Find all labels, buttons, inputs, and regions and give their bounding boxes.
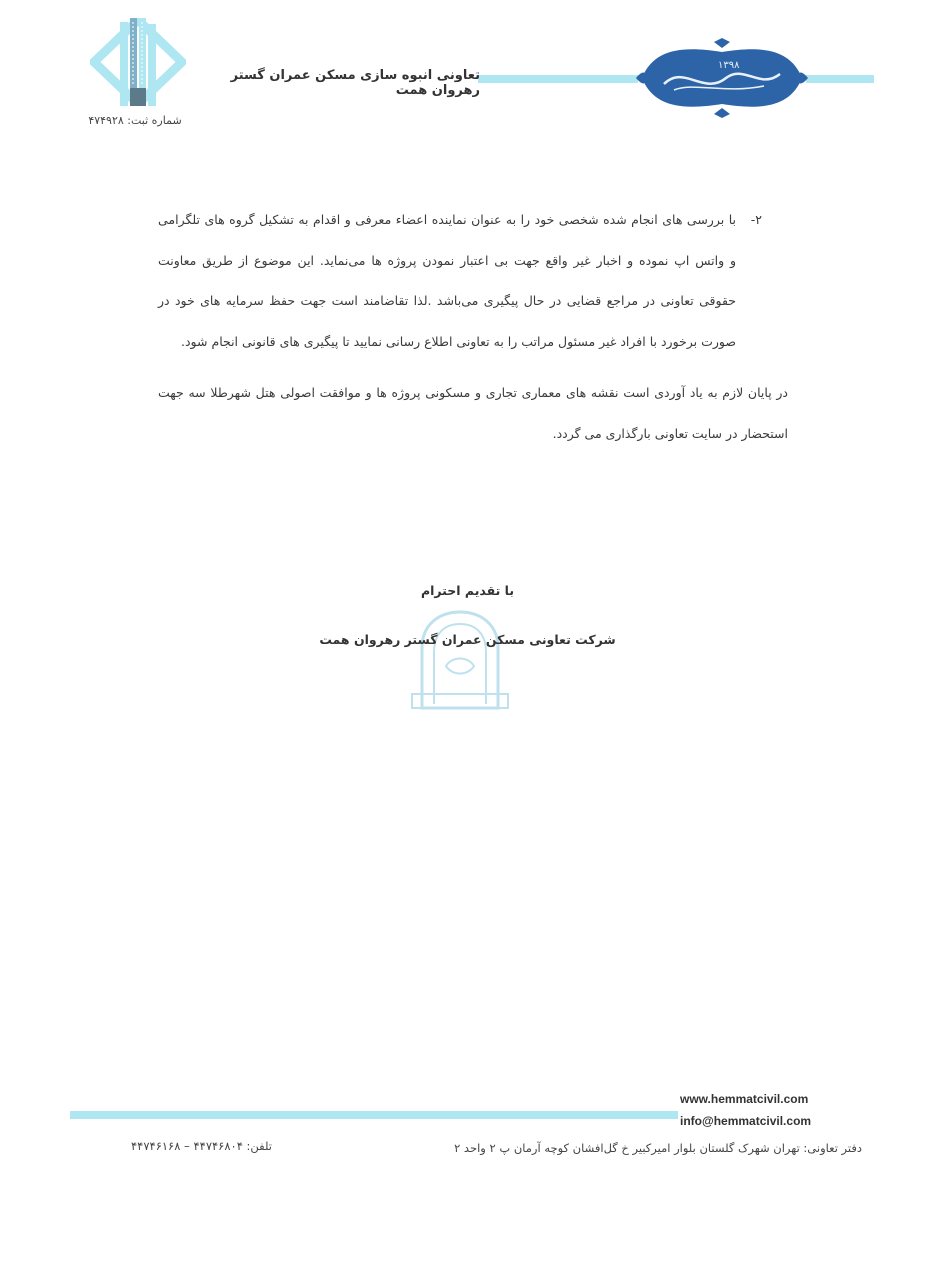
- coop-logo: [90, 18, 186, 106]
- company-signature: شرکت تعاونی مسکن عمران گستر رهروان همت: [319, 632, 616, 647]
- item-2-paragraph: [158, 200, 762, 362]
- footer-address: دفتر تعاونی: تهران شهرک گلستان بلوار امیرکبیر خ گل‌افشان کوچه آرمان پ ۲ واحد ۲: [454, 1141, 862, 1155]
- email-link[interactable]: info@hemmatcivil.com: [680, 1114, 812, 1128]
- header-bar-right: [806, 75, 874, 83]
- regards-line: با تقدیم احترام: [420, 583, 515, 598]
- website-link[interactable]: www.hemmatcivil.com: [680, 1092, 809, 1106]
- stamp-seal: [406, 608, 514, 714]
- footer-phone: تلفن: ۴۴۷۴۶۸۰۴ – ۴۴۷۴۶۱۶۸: [130, 1139, 272, 1153]
- coop-title: تعاونی انبوه سازی مسکن عمران گستر رهروان همت: [230, 68, 480, 98]
- registration-number: شماره ثبت: ۴۷۴۹۲۸: [88, 114, 182, 127]
- header-bar-left: [478, 75, 638, 83]
- emblem-year: ۱۳۹۸: [718, 60, 740, 71]
- footer-bar: [70, 1111, 678, 1119]
- emblem-logo: [634, 38, 810, 118]
- closing-paragraph: در پایان لازم به یاد آوردی است نقشه های معماری تجاری و مسکونی پروژه ها و موافقت اصولی هتل شهرطلا سه جهت استحضار در سایت تعاونی بارگذاری می گردد.: [158, 385, 788, 441]
- item-2-number: ۲-: [750, 212, 762, 227]
- item-2-text: با بررسی های انجام شده شخصی خود را به عنوان نماینده اعضاء معرفی و اقدام به تشکیل گروه های تلگرامی و واتس اپ نموده و اخبار غیر واقع جهت بی اعتبار نمودن پروژه ها می‌نماید. این موضوع از طریق معاونت حقوقی تعاونی در مراجع قضایی در حال پیگیری می‌باشد .لذا تقاضامند است جهت حفظ سرمایه های خود در صورت برخورد با افراد غیر مسئول مراتب را به تعاونی اطلاع رسانی نمایید تا پیگیری های قانونی انجام شود.: [158, 212, 736, 349]
